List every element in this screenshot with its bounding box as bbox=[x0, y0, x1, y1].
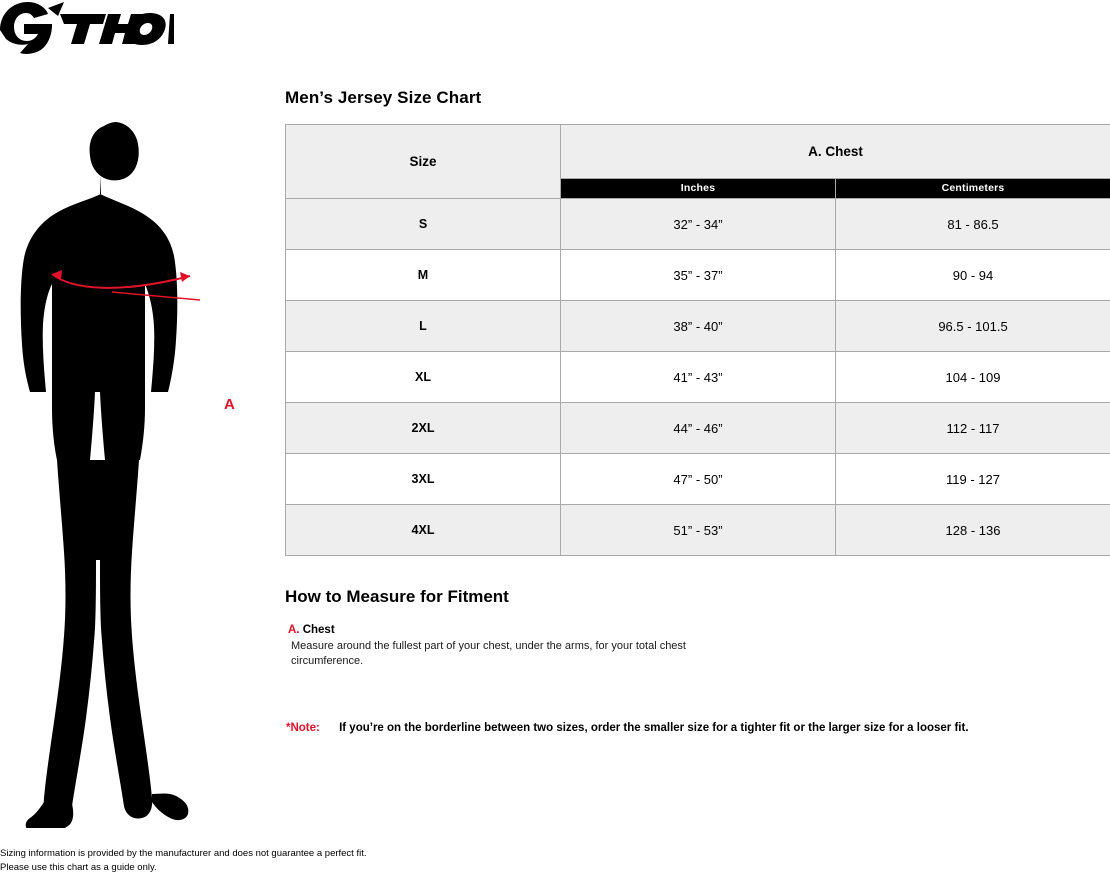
cell-inches: 32” - 34” bbox=[561, 199, 836, 250]
howto-title: How to Measure for Fitment bbox=[285, 587, 509, 606]
footer-line-1: Sizing information is provided by the manufacturer and does not guarantee a perfect fit. bbox=[0, 848, 367, 859]
cell-centimeters: 128 - 136 bbox=[836, 505, 1110, 556]
footer-line-2: Please use this chart as a guide only. bbox=[0, 862, 157, 873]
cell-centimeters: 119 - 127 bbox=[836, 454, 1110, 505]
table-header-row bbox=[286, 125, 1110, 179]
table-row bbox=[286, 352, 1110, 403]
table-row bbox=[286, 199, 1110, 250]
cell-inches: 41” - 43” bbox=[561, 352, 836, 403]
cell-size: XL bbox=[286, 352, 561, 403]
table-row bbox=[286, 403, 1110, 454]
male-body-silhouette-icon bbox=[0, 108, 270, 828]
measure-description: Measure around the fullest part of your chest, under the arms, for your total chest circumference. bbox=[291, 640, 686, 667]
table-row bbox=[286, 454, 1110, 505]
thor-logo-icon bbox=[0, 0, 174, 56]
column-header-centimeters: Centimeters bbox=[836, 178, 1110, 198]
measure-instruction-chest bbox=[288, 624, 708, 669]
table-row bbox=[286, 505, 1110, 556]
table-row bbox=[286, 301, 1110, 352]
measure-name: Chest bbox=[302, 624, 335, 636]
cell-inches: 47” - 50” bbox=[561, 454, 836, 505]
cell-size: 4XL bbox=[286, 505, 561, 556]
cell-centimeters: 96.5 - 101.5 bbox=[836, 301, 1110, 352]
page-title: Men’s Jersey Size Chart bbox=[285, 88, 482, 107]
size-chart-table bbox=[285, 124, 1110, 556]
cell-inches: 35” - 37” bbox=[561, 250, 836, 301]
chest-callout-label: A bbox=[224, 396, 236, 413]
cell-inches: 51” - 53” bbox=[561, 505, 836, 556]
cell-size: M bbox=[286, 250, 561, 301]
cell-size: L bbox=[286, 301, 561, 352]
note-row bbox=[286, 722, 969, 734]
column-header-inches: Inches bbox=[561, 178, 836, 198]
cell-centimeters: 90 - 94 bbox=[836, 250, 1110, 301]
cell-size: S bbox=[286, 199, 561, 250]
cell-inches: 38” - 40” bbox=[561, 301, 836, 352]
cell-size: 2XL bbox=[286, 403, 561, 454]
table-row bbox=[286, 250, 1110, 301]
body-figure bbox=[0, 108, 270, 828]
note-label: *Note: bbox=[286, 722, 320, 734]
cell-centimeters: 104 - 109 bbox=[836, 352, 1110, 403]
column-header-size: Size bbox=[286, 125, 561, 199]
note-text: If you’re on the borderline between two sizes, order the smaller size for a tighter fit or the larger size for a looser fit. bbox=[339, 722, 969, 734]
cell-centimeters: 81 - 86.5 bbox=[836, 199, 1110, 250]
cell-inches: 44” - 46” bbox=[561, 403, 836, 454]
footer-disclaimer bbox=[0, 847, 700, 874]
column-group-header-chest: A. Chest bbox=[561, 125, 1110, 179]
cell-centimeters: 112 - 117 bbox=[836, 403, 1110, 454]
thor-logo bbox=[0, 0, 174, 56]
measure-heading bbox=[288, 624, 708, 636]
cell-size: 3XL bbox=[286, 454, 561, 505]
measure-letter: A. bbox=[288, 624, 300, 636]
